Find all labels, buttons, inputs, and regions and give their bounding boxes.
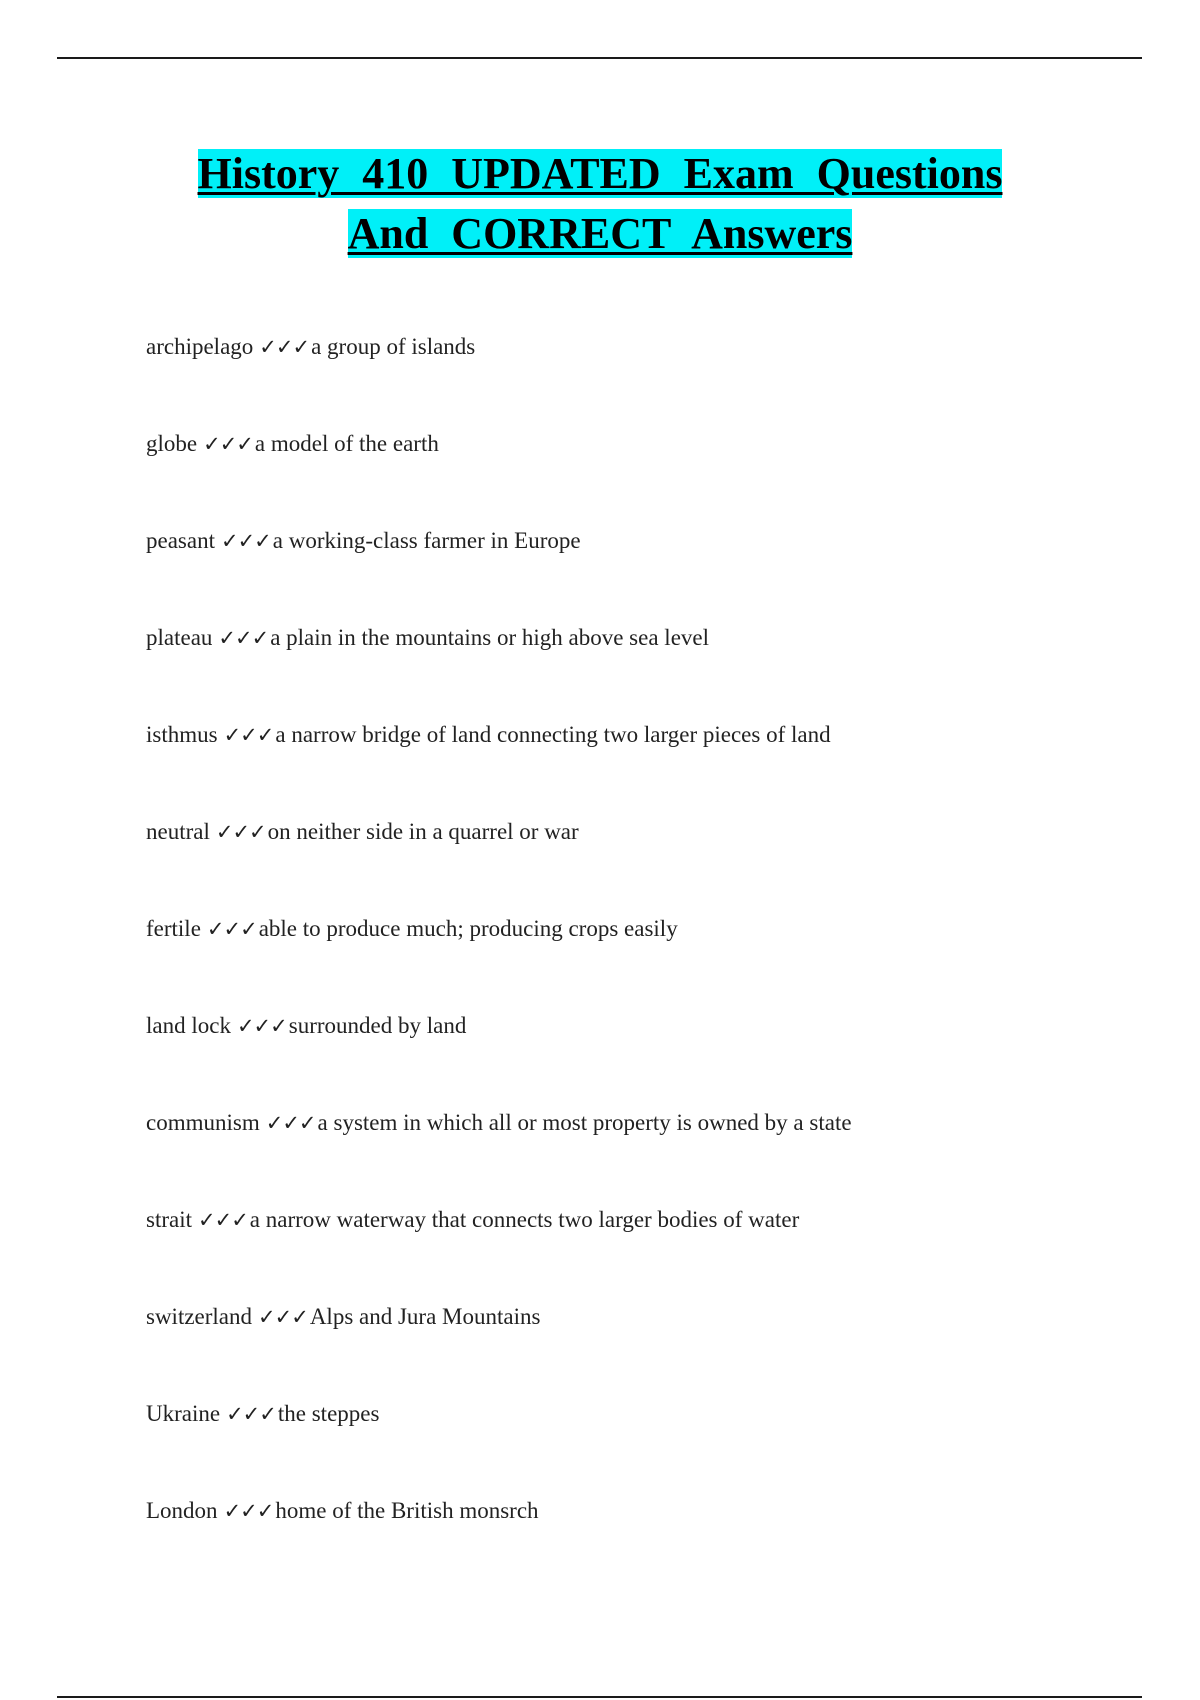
list-item	[146, 1297, 1146, 1394]
term: globe	[146, 431, 198, 456]
check-marks: ✓✓✓	[226, 1402, 276, 1426]
term: neutral	[146, 819, 210, 844]
term: archipelago	[146, 334, 254, 359]
term: strait	[146, 1207, 192, 1232]
term: peasant	[146, 528, 215, 553]
check-marks: ✓✓✓	[198, 1208, 248, 1232]
list-item	[146, 1491, 1146, 1588]
definition: a model of the earth	[254, 431, 439, 456]
list-item	[146, 909, 1146, 1006]
check-marks: ✓✓✓	[265, 1111, 316, 1135]
list-item	[146, 1006, 1146, 1103]
definition: on neither side in a quarrel or war	[267, 819, 579, 844]
check-marks: ✓✓✓	[218, 626, 269, 650]
top-rule	[57, 57, 1142, 59]
check-marks: ✓✓✓	[220, 529, 271, 553]
check-marks: ✓✓✓	[223, 1499, 274, 1523]
definition: a plain in the mountains or high above sea level	[270, 625, 709, 650]
term: switzerland	[146, 1304, 253, 1329]
list-item	[146, 1200, 1146, 1297]
list-item	[146, 1103, 1146, 1200]
check-marks: ✓✓✓	[258, 1305, 308, 1329]
bottom-rule	[57, 1696, 1142, 1698]
check-marks: ✓✓✓	[206, 917, 257, 941]
title-line-1: History 410 UPDATED Exam Questions	[197, 149, 1003, 198]
definition: Alps and Jura Mountains	[309, 1304, 541, 1329]
definition: the steppes	[277, 1401, 380, 1426]
document-title	[100, 144, 1100, 264]
definition: a narrow bridge of land connecting two larger pieces of land	[275, 722, 831, 747]
term: fertile	[146, 916, 201, 941]
list-item	[146, 618, 1146, 715]
check-marks: ✓✓✓	[203, 432, 253, 456]
list-item	[146, 424, 1146, 521]
term: London	[146, 1498, 218, 1523]
term: communism	[146, 1110, 260, 1135]
definition: a group of islands	[311, 334, 476, 359]
term: isthmus	[146, 722, 218, 747]
definition: surrounded by land	[288, 1013, 467, 1038]
list-item	[146, 327, 1146, 424]
title-line-2: And CORRECT Answers	[347, 209, 853, 258]
definition: home of the British monsrch	[275, 1498, 539, 1523]
definition: a working-class farmer in Europe	[272, 528, 581, 553]
check-marks: ✓✓✓	[236, 1014, 287, 1038]
list-item	[146, 521, 1146, 618]
term: plateau	[146, 625, 213, 650]
definition: a narrow waterway that connects two larger bodies of water	[249, 1207, 800, 1232]
qa-list	[146, 327, 1146, 1588]
check-marks: ✓✓✓	[215, 820, 266, 844]
definition: a system in which all or most property is owned by a state	[317, 1110, 852, 1135]
check-marks: ✓✓✓	[259, 335, 310, 359]
term: Ukraine	[146, 1401, 221, 1426]
definition: able to produce much; producing crops easily	[258, 916, 678, 941]
list-item	[146, 1394, 1146, 1491]
list-item	[146, 715, 1146, 812]
term: land lock	[146, 1013, 231, 1038]
check-marks: ✓✓✓	[223, 723, 274, 747]
list-item	[146, 812, 1146, 909]
